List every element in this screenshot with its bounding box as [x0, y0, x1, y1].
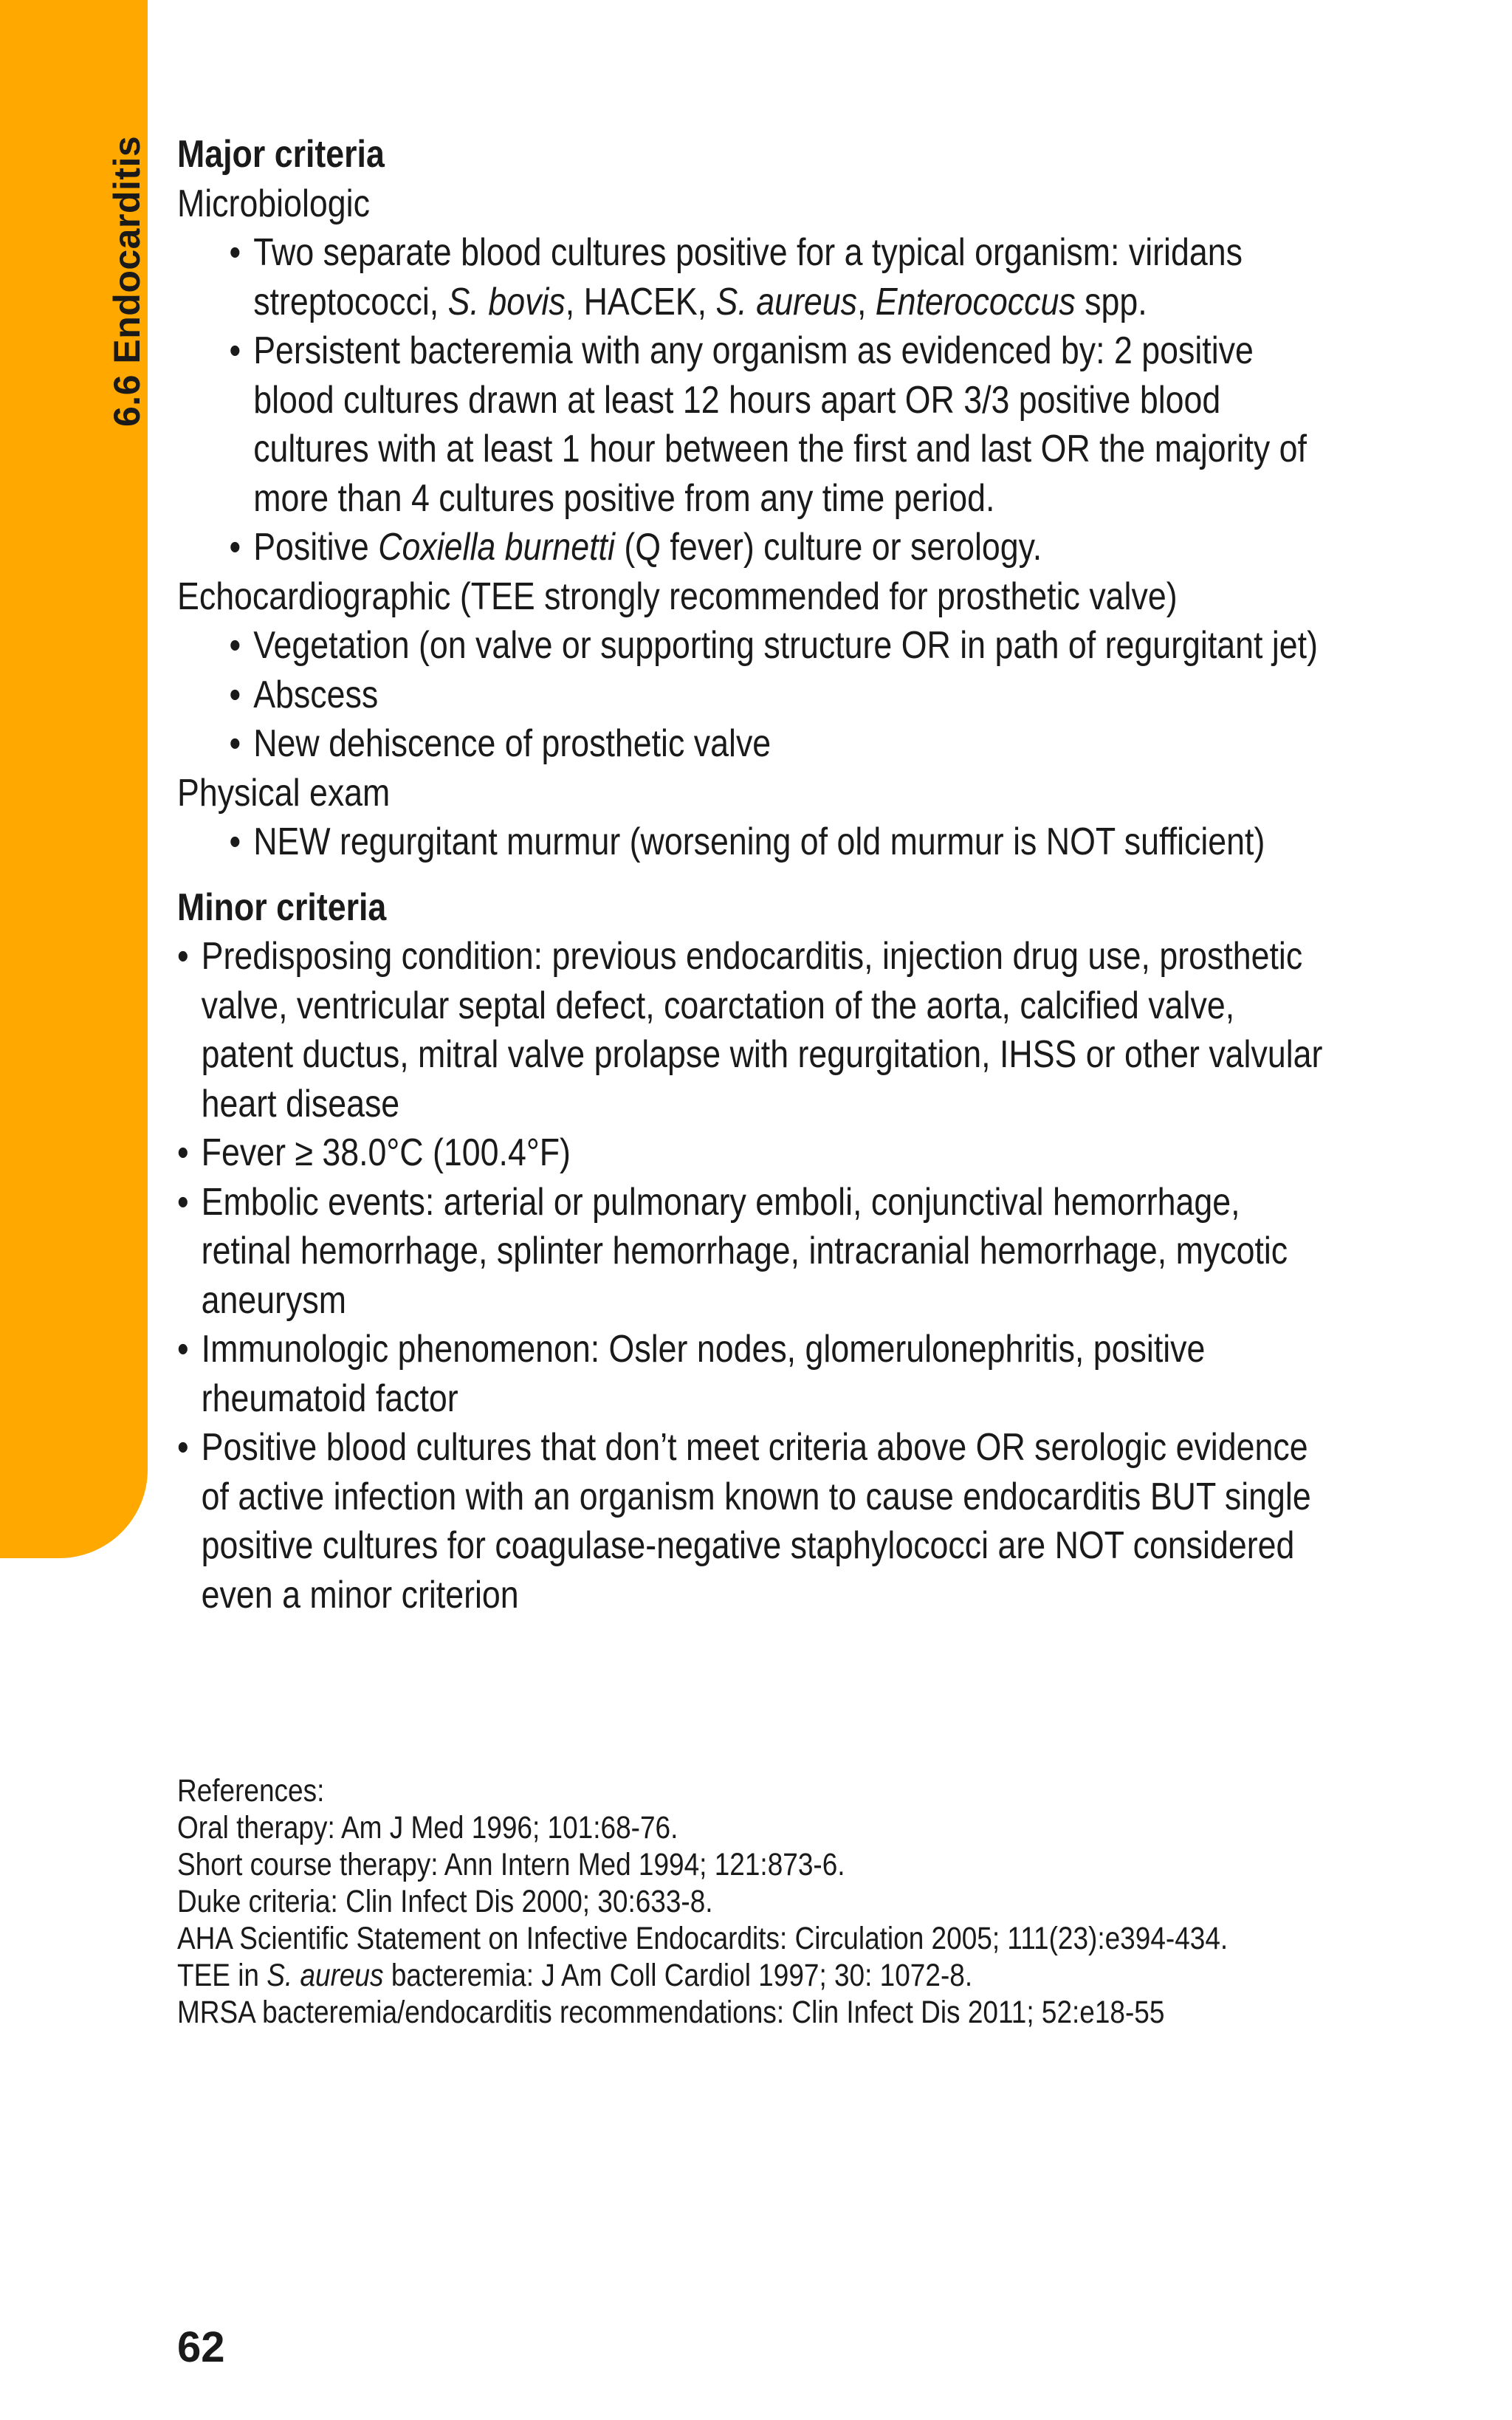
reference-item: TEE in S. aureus bacteremia: J Am Coll Cardiol 1997; 30: 1072-8.	[177, 1958, 973, 1993]
chapter-tab-label: 6.6 Endocarditis	[106, 135, 148, 427]
list-item: • Persistent bacteremia with any organism as evidenced by: 2 positive blood cultures drawn at least 12 hours apart OR 3/3 positive blood cultures with at least 1 hour between the first and last OR the majority of more than 4 cultures positive from any time period.	[230, 326, 1330, 523]
minor-criteria-heading: Minor criteria	[177, 885, 387, 929]
reference-item: Duke criteria: Clin Infect Dis 2000; 30:633-8.	[177, 1884, 713, 1919]
list-item: • Two separate blood cultures positive for a typical organism: viridans streptococci, S. bovis, HACEK, S. aureus, Enterococcus spp.	[230, 228, 1330, 326]
list-item: • Fever ≥ 38.0°C (100.4°F)	[177, 1128, 1329, 1178]
list-item: • Abscess	[230, 671, 1330, 720]
microbiologic-list	[177, 228, 1329, 572]
reference-item: Short course therapy: Ann Intern Med 1994; 121:873-6.	[177, 1847, 845, 1882]
list-item: • Embolic events: arterial or pulmonary emboli, conjunctival hemorrhage, retinal hemorrhage, splinter hemorrhage, intracranial hemorrhage, mycotic aneurysm	[177, 1178, 1329, 1326]
reference-item: Oral therapy: Am J Med 1996; 101:68-76.	[177, 1810, 678, 1845]
criteria-content	[177, 130, 1329, 1619]
microbiologic-subheading: Microbiologic	[177, 182, 370, 225]
list-item: • Positive Coxiella burnetti (Q fever) culture or serology.	[230, 523, 1330, 572]
reference-item: MRSA bacteremia/endocarditis recommendations: Clin Infect Dis 2011; 52:e18-55	[177, 1995, 1165, 2030]
list-item: • Predisposing condition: previous endocarditis, injection drug use, prosthetic valve, ventricular septal defect, coarctation of the aorta, calcified valve, patent ductus, mitral valve prolapse with regurgitation, IHSS or other valvular heart disease	[177, 932, 1329, 1128]
minor-criteria-list	[177, 932, 1329, 1619]
echocardiographic-subheading: Echocardiographic (TEE strongly recommended for prosthetic valve)	[177, 575, 1178, 618]
page-number: 62	[177, 2323, 225, 2371]
references	[177, 1772, 1403, 2031]
physical-exam-subheading: Physical exam	[177, 771, 391, 815]
references-title: References:	[177, 1773, 325, 1809]
list-item: • Vegetation (on valve or supporting structure OR in path of regurgitant jet)	[230, 621, 1330, 671]
list-item: • Immunologic phenomenon: Osler nodes, glomerulonephritis, positive rheumatoid factor	[177, 1325, 1329, 1423]
list-item: • NEW regurgitant murmur (worsening of old murmur is NOT sufficient)	[230, 817, 1330, 867]
major-criteria-heading: Major criteria	[177, 133, 385, 176]
reference-item: AHA Scientific Statement on Infective Endocardits: Circulation 2005; 111(23):e394-434.	[177, 1921, 1228, 1956]
list-item: • New dehiscence of prosthetic valve	[230, 719, 1330, 769]
list-item: • Positive blood cultures that don’t meet criteria above OR serologic evidence of active infection with an organism known to cause endocarditis BUT single positive cultures for coagulase-negative staphylococci are NOT considered even a minor criterion	[177, 1423, 1329, 1619]
physical-exam-list	[177, 817, 1329, 867]
echocardiographic-list	[177, 621, 1329, 769]
chapter-side-tab	[0, 0, 148, 1558]
